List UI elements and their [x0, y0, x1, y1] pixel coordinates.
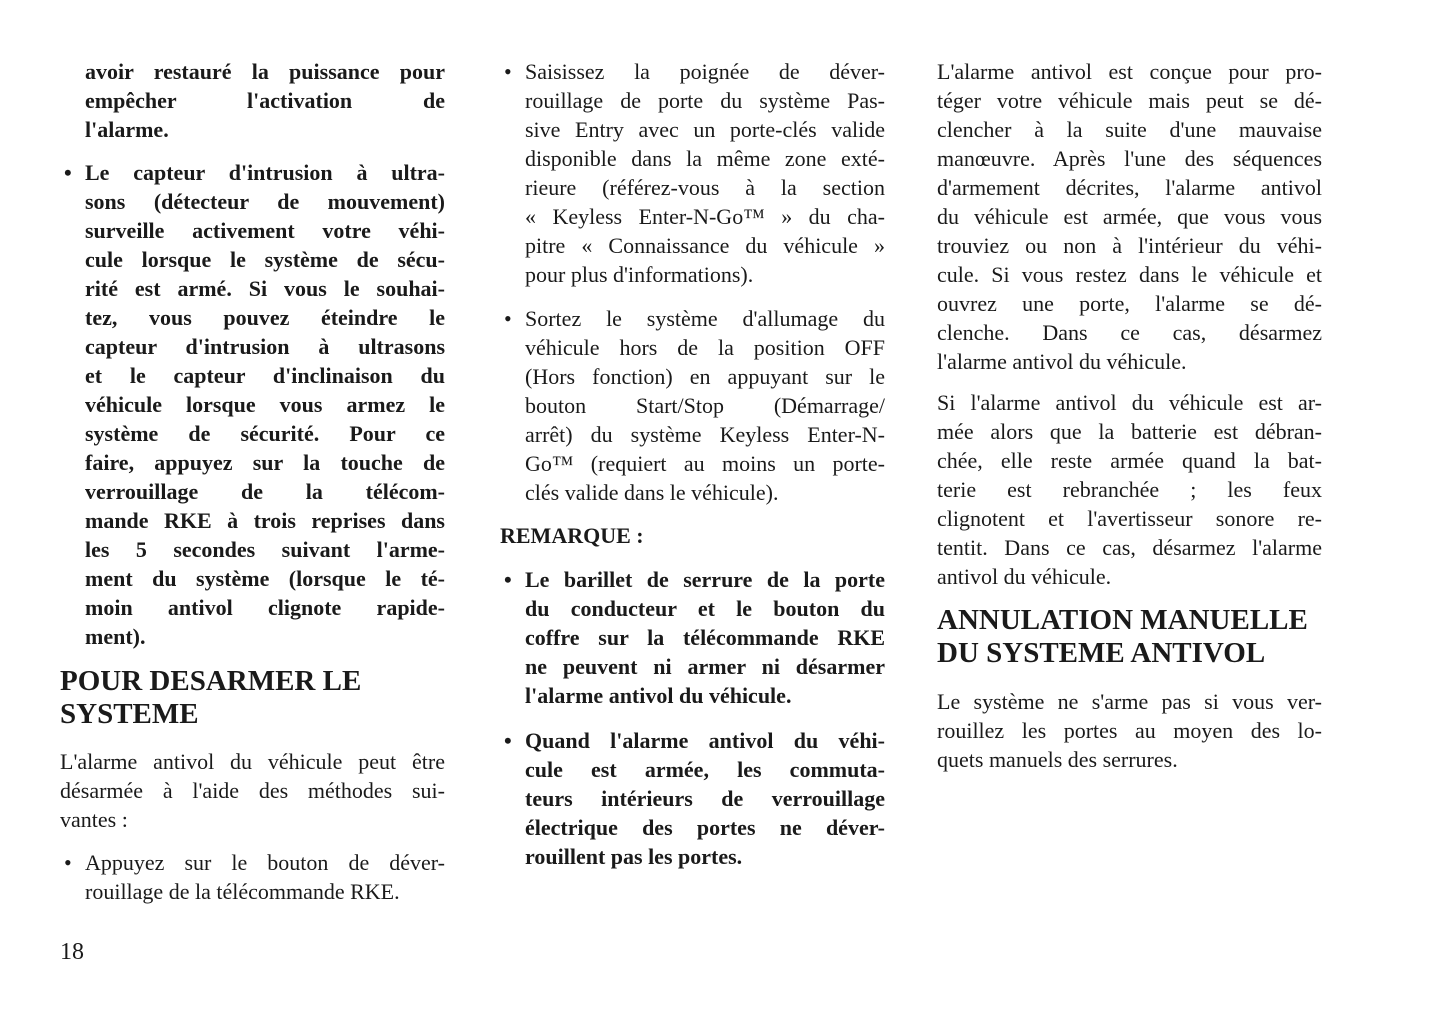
text-line: Le barillet de serrure de la porte [525, 567, 885, 592]
text-line: du véhicule est armée, que vous vous [937, 204, 1322, 229]
paragraph [937, 687, 1322, 774]
text-line: électrique des portes ne déver- [525, 815, 885, 840]
heading-line: ANNULATION MANUELLE [937, 604, 1308, 636]
text-line: terie est rebranchée ; les feux [937, 477, 1322, 502]
bullet-icon: • [504, 728, 512, 753]
text-line: L'alarme antivol est conçue pour pro- [937, 59, 1322, 84]
bullet-item [500, 304, 885, 507]
text-line: système de sécurité. Pour ce [85, 421, 445, 446]
section-heading [60, 665, 445, 731]
text-line: bouton Start/Stop (Démarrage/ [525, 393, 885, 418]
text-line: ment du système (lorsque le té- [85, 566, 445, 591]
text-line: disponible dans la même zone exté- [525, 146, 885, 171]
text-line: empêcher l'activation de [85, 88, 445, 113]
bullet-item [500, 726, 885, 871]
text-line: rouillage de porte du système Pas- [525, 88, 885, 113]
text-line: Go™ (requiert au moins un porte- [525, 451, 885, 476]
bullet-item [60, 158, 445, 651]
heading-line: SYSTEME [60, 698, 199, 730]
bullet-item [500, 565, 885, 710]
text-line: ouvrez une porte, l'alarme se dé- [937, 291, 1322, 316]
text-line: clignotent et l'avertisseur sonore re- [937, 506, 1322, 531]
text-line: sive Entry avec un porte-clés valide [525, 117, 885, 142]
text-line: téger votre véhicule mais peut se dé- [937, 88, 1322, 113]
text-line: véhicule hors de la position OFF [525, 335, 885, 360]
text-line: tentit. Dans ce cas, désarmez l'alarme [937, 535, 1322, 560]
page-number: 18 [60, 939, 84, 965]
text-line: Le système ne s'arme pas si vous ver- [937, 689, 1322, 714]
text-line: verrouillage de la télécom- [85, 479, 445, 504]
text-line: teurs intérieurs de verrouillage [525, 786, 885, 811]
text-line: rieure (référez-vous à la section [525, 175, 885, 200]
text-line: Le capteur d'intrusion à ultra- [85, 160, 445, 185]
section-heading [937, 604, 1322, 670]
text-line: désarmée à l'aide des méthodes sui- [60, 778, 445, 803]
heading-line: DU SYSTEME ANTIVOL [937, 637, 1266, 669]
text-line: Sortez le système d'allumage du [525, 306, 885, 331]
text-line: Si l'alarme antivol du véhicule est ar- [937, 390, 1322, 415]
text-line: rouillage de la télécommande RKE. [85, 879, 400, 904]
heading-line: POUR DESARMER LE [60, 665, 362, 697]
text-line: ne peuvent ni armer ni désarmer [525, 654, 885, 679]
text-line: Appuyez sur le bouton de déver- [85, 850, 445, 875]
text-line: et le capteur d'inclinaison du [85, 363, 445, 388]
text-line: véhicule lorsque vous armez le [85, 392, 445, 417]
text-line: mande RKE à trois reprises dans [85, 508, 445, 533]
text-line: cule. Si vous restez dans le véhicule et [937, 262, 1322, 287]
text-line: rouillez les portes au moyen des lo- [937, 718, 1322, 743]
text-line: clencher à la suite d'une mauvaise [937, 117, 1322, 142]
text-line: l'alarme antivol du véhicule. [937, 349, 1187, 374]
note-label [500, 521, 885, 550]
text-line: mée alors que la batterie est débran- [937, 419, 1322, 444]
paragraph [60, 747, 445, 834]
text-line: du conducteur et le bouton du [525, 596, 885, 621]
text-line: moin antivol clignote rapide- [85, 595, 445, 620]
bullet-item [60, 848, 445, 906]
text-line: tez, vous pouvez éteindre le [85, 305, 445, 330]
text-line: manœuvre. Après l'une des séquences [937, 146, 1322, 171]
text-line: pour plus d'informations). [525, 262, 754, 287]
bullet-icon: • [64, 160, 72, 185]
bullet-icon: • [504, 567, 512, 592]
text-line: ment). [85, 624, 146, 649]
text-line: (Hors fonction) en appuyant sur le [525, 364, 885, 389]
text-line: avoir restauré la puissance pour [85, 59, 445, 84]
text-line: Saisissez la poignée de déver- [525, 59, 885, 84]
text-line: faire, appuyez sur la touche de [85, 450, 445, 475]
text-line: chée, elle reste armée quand la bat- [937, 448, 1322, 473]
text-line: REMARQUE : [500, 523, 644, 548]
text-line: coffre sur la télécommande RKE [525, 625, 885, 650]
text-line: capteur d'intrusion à ultrasons [85, 334, 445, 359]
text-line: arrêt) du système Keyless Enter-N- [525, 422, 885, 447]
text-line: l'alarme antivol du véhicule. [525, 683, 792, 708]
text-line: Quand l'alarme antivol du véhi- [525, 728, 885, 753]
text-line: sons (détecteur de mouvement) [85, 189, 445, 214]
text-line: surveille activement votre véhi- [85, 218, 445, 243]
text-line: trouviez ou non à l'intérieur du véhi- [937, 233, 1322, 258]
text-line: antivol du véhicule. [937, 564, 1112, 589]
paragraph [937, 57, 1322, 376]
bullet-icon: • [504, 306, 512, 331]
text-line: l'alarme. [85, 117, 169, 142]
text-line: clenche. Dans ce cas, désarmez [937, 320, 1322, 345]
text-line: « Keyless Enter-N-Go™ » du cha- [525, 204, 885, 229]
continued-paragraph [60, 57, 445, 144]
bullet-icon: • [64, 850, 72, 875]
text-line: rouillent pas les portes. [525, 844, 743, 869]
paragraph [937, 388, 1322, 591]
text-line: pitre « Connaissance du véhicule » [525, 233, 885, 258]
text-line: cule est armée, les commuta- [525, 757, 885, 782]
bullet-icon: • [504, 59, 512, 84]
text-line: les 5 secondes suivant l'arme- [85, 537, 445, 562]
text-line: clés valide dans le véhicule). [525, 480, 779, 505]
text-line: quets manuels des serrures. [937, 747, 1178, 772]
text-line: d'armement décrites, l'alarme antivol [937, 175, 1322, 200]
text-line: vantes : [60, 807, 128, 832]
text-line: rité est armé. Si vous le souhai- [85, 276, 445, 301]
text-line: cule lorsque le système de sécu- [85, 247, 445, 272]
text-line: L'alarme antivol du véhicule peut être [60, 749, 445, 774]
bullet-item [500, 57, 885, 289]
